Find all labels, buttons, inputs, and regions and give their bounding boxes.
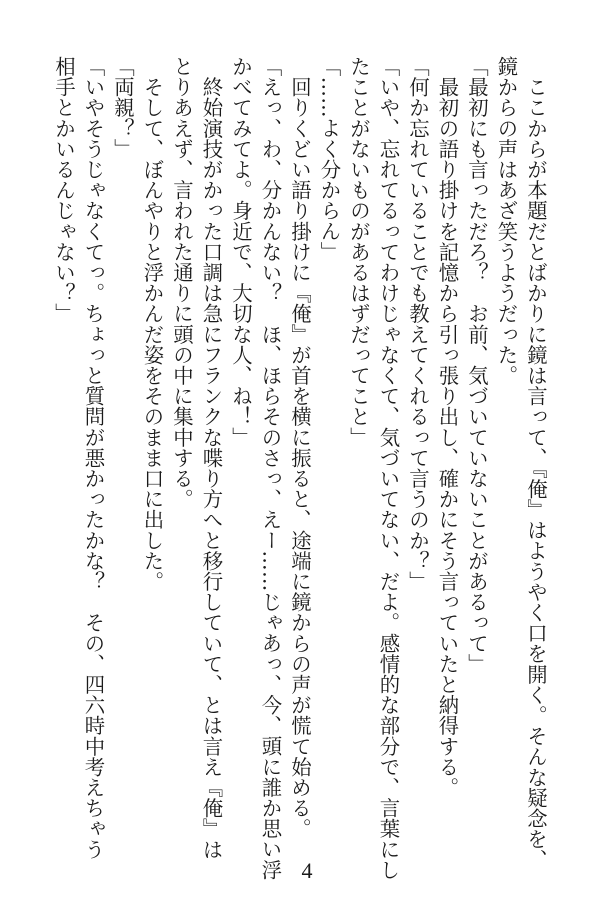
text-line: 終始演技がかった口調は急にフランクな喋り方へと移行していて、とは言え『俺』は: [199, 56, 224, 860]
text-line: 鏡からの声はあざ笑うようだった。: [494, 56, 519, 386]
text-line: 「……よく分からん」: [317, 56, 342, 262]
text-line: 相手とかいるんじゃない？」: [52, 56, 76, 324]
text-line: 「いや、忘れてるってわけじゃなくて、気づいてない、だよ。感情的な部分で、言葉にし: [376, 56, 401, 880]
text-line: 「えっ、わ、分かんない？ ほ、ほらそのさっ、えー……じゃあっ、今、頭に誰か思い浮: [258, 56, 283, 880]
text-line: 最初の語り掛けを記憶から引っ張り出し、確かにそう言っていたと納得する。: [435, 56, 460, 798]
vertical-text-block: [49, 56, 551, 880]
text-line: 「最初にも言っただろ？ お前、気づいていないことがあるって」: [465, 56, 489, 674]
text-line: かべてみてよ。身近で、大切な人、ね！」: [229, 56, 253, 448]
text-line: 回りくどい語り掛けに『俺』が首を横に振ると、途端に鏡からの声が慌て始める。: [288, 56, 312, 839]
text-line: そして、ぼんやりと浮かんだ姿をそのまま口に出した。: [140, 56, 165, 592]
page-number: 4: [301, 858, 313, 883]
text-line: ここからが本題だとばかりに鏡は言って、『俺』はようやく口を開く。そんな疑念を、: [524, 56, 548, 870]
text-line: 「何か忘れていることでも教えてくれるって言うのか？」: [406, 56, 430, 592]
text-line: 「いやそうじゃなくてっ。ちょっと質問が悪かったかな？ その、四六時中考えちゃう: [81, 56, 106, 860]
text-line: 「両親？」: [111, 56, 135, 159]
text-line: とりあえず、言われた通りに頭の中に集中する。: [170, 56, 194, 510]
text-line: たことがないものがあるはずだってこと」: [347, 56, 371, 448]
